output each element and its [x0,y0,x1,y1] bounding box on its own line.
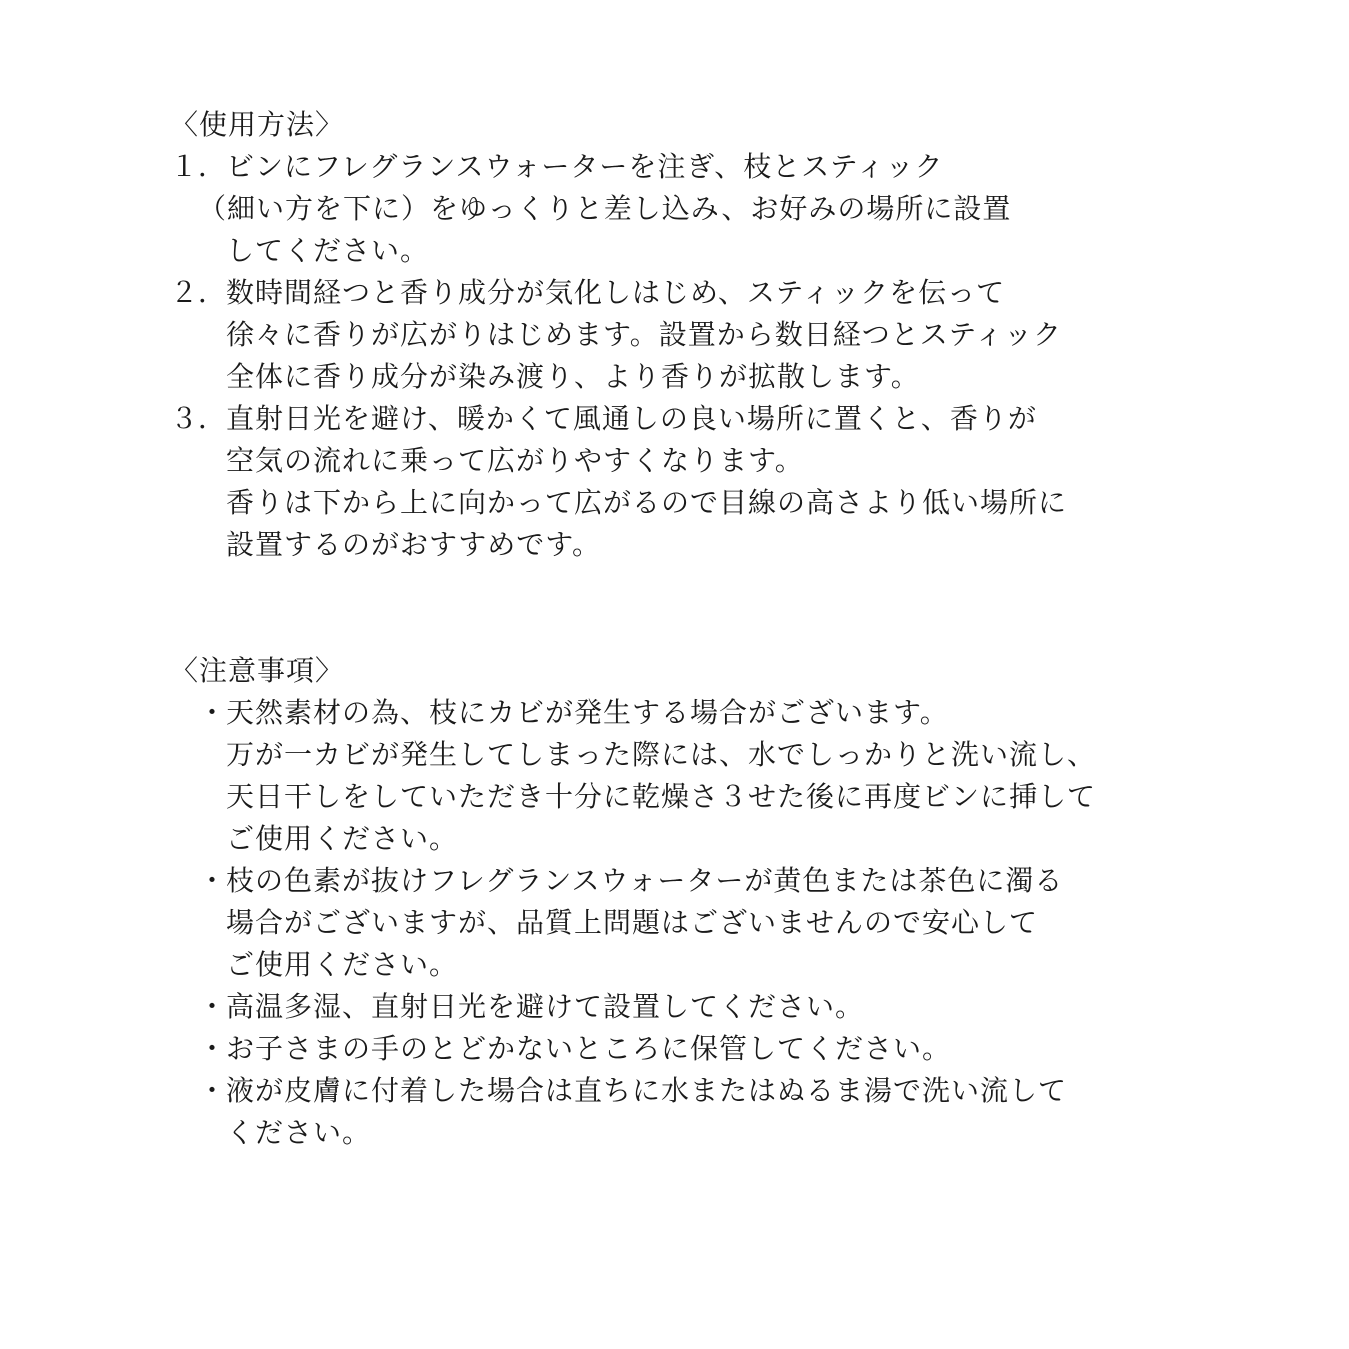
caution-4-line-1: お子さまの手のとどかないところに保管してください。 [226,1032,952,1065]
step-3-line-3: 香りは下から上に向かって広がるので目線の高さより低い場所に [226,486,1068,519]
caution-2-line-3: ご使用ください。 [226,948,459,981]
caution-1-bullet: ・ [198,696,227,729]
step-1-line-1: ビンにフレグランスウォーターを注ぎ、枝とスティック [226,150,944,183]
step-2-number: ２． [170,276,227,309]
step-1-line-3: してください。 [226,234,430,267]
step-1-number: １． [170,150,227,183]
cautions-heading: 〈注意事項〉 [170,654,345,687]
caution-3-bullet: ・ [198,990,227,1023]
step-3-line-1: 直射日光を避け、暖かくて風通しの良い場所に置くと、香りが [226,402,1037,435]
step-1-line-2: （細い方を下に）をゆっくりと差し込み、お好みの場所に設置 [198,192,1012,225]
caution-5-line-2: ください。 [226,1116,372,1149]
step-3-number: ３． [170,402,227,435]
caution-2-line-1: 枝の色素が抜けフレグランスウォーターが黄色または茶色に濁る [226,864,1064,897]
caution-1-line-1: 天然素材の為、枝にカビが発生する場合がございます。 [226,696,949,729]
caution-1-line-4: ご使用ください。 [226,822,459,855]
step-2-line-3: 全体に香り成分が染み渡り、より香りが拡散します。 [226,360,920,393]
step-2-line-2: 徐々に香りが広がりはじめます。設置から数日経つとスティック [226,318,1062,351]
caution-5-line-1: 液が皮膚に付着した場合は直ちに水またはぬるま湯で洗い流して [226,1074,1068,1107]
caution-1-line-3: 天日干しをしていただき十分に乾燥さ３せた後に再度ビンに挿して [226,780,1097,813]
caution-2-line-2: 場合がございますが、品質上問題はございませんので安心して [226,906,1039,939]
step-3-line-2: 空気の流れに乗って広がりやすくなります。 [226,444,804,477]
step-2-line-1: 数時間経つと香り成分が気化しはじめ、スティックを伝って [226,276,1006,309]
caution-3-line-1: 高温多湿、直射日光を避けて設置してください。 [226,990,865,1023]
step-3-line-4: 設置するのがおすすめです。 [226,528,602,561]
caution-2-bullet: ・ [198,864,227,897]
caution-4-bullet: ・ [198,1032,227,1065]
usage-heading: 〈使用方法〉 [170,108,345,141]
caution-1-line-2: 万が一カビが発生してしまった際には、水でしっかりと洗い流し、 [226,738,1097,771]
caution-5-bullet: ・ [198,1074,227,1107]
